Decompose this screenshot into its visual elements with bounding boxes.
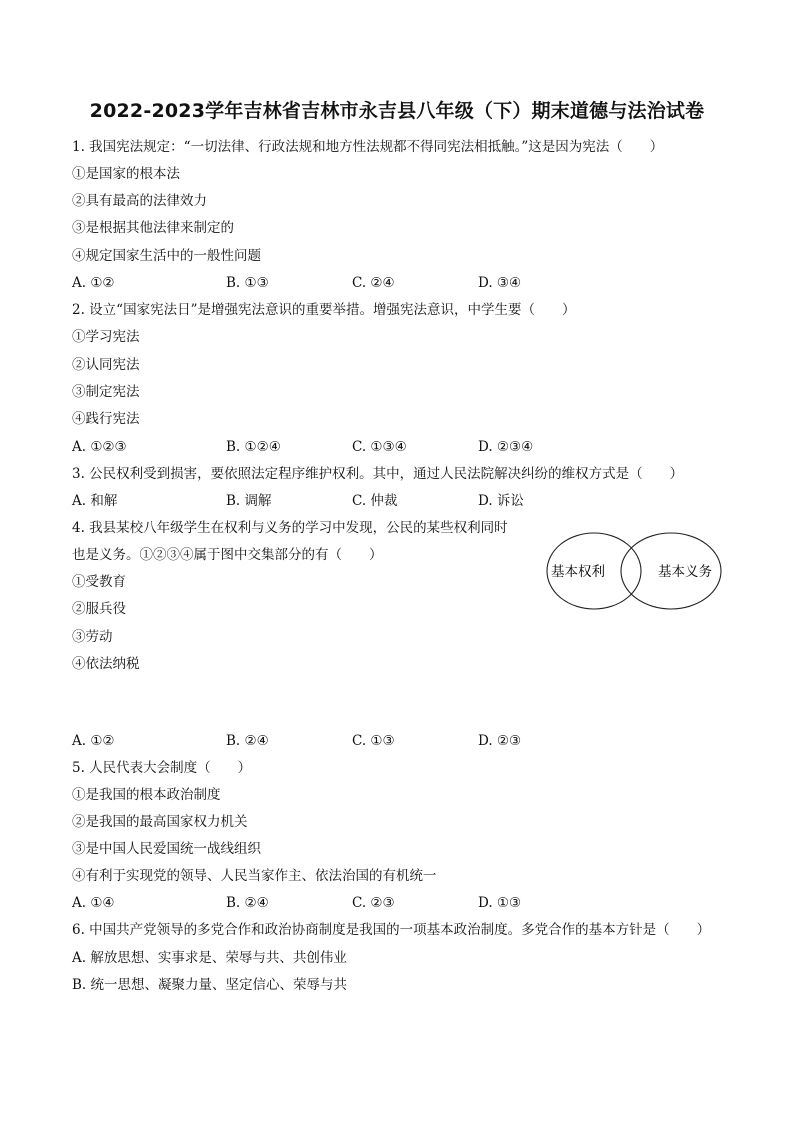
question-2-option-a: A. ①②③ <box>72 439 127 455</box>
question-1-option-c: C. ②④ <box>352 275 395 291</box>
question-2-item-4: ④践行宪法 <box>72 411 140 427</box>
question-2-item-1: ①学习宪法 <box>72 329 140 345</box>
question-4-item-3: ③劳动 <box>72 629 113 645</box>
question-1-item-3: ③是根据其他法律来制定的 <box>72 220 234 236</box>
question-2-option-c: C. ①③④ <box>352 439 407 455</box>
question-5-option-a: A. ①④ <box>72 895 115 911</box>
question-5-option-d: D. ①③ <box>478 895 522 911</box>
question-5-item-4: ④有利于实现党的领导、人民当家作主、依法治国的有机统一 <box>72 868 437 884</box>
question-5-item-3: ③是中国人民爱国统一战线组织 <box>72 841 261 857</box>
question-3-option-b: B. 调解 <box>226 493 272 509</box>
question-6-stem: 6. 中国共产党领导的多党合作和政治协商制度是我国的一项基本政治制度。多党合作的基本方针是（ ） <box>72 922 711 938</box>
question-5-stem: 5. 人民代表大会制度（ ） <box>72 760 252 776</box>
question-3-option-a: A. 和解 <box>72 493 118 509</box>
question-1-option-a: A. ①② <box>72 275 115 291</box>
venn-left-label: 基本权利 <box>551 564 605 580</box>
question-1-item-4: ④规定国家生活中的一般性问题 <box>72 248 261 264</box>
question-3-stem: 3. 公民权利受到损害，要依照法定程序维护权利。其中，通过人民法院解决纠纷的维权方式是（ ） <box>72 466 684 482</box>
venn-diagram <box>545 532 725 612</box>
question-4-item-2: ②服兵役 <box>72 601 126 617</box>
question-5-item-2: ②是我国的最高国家权力机关 <box>72 814 248 830</box>
question-6-option-a: A. 解放思想、实事求是、荣辱与共、共创伟业 <box>72 950 347 966</box>
page-title: 2022-2023学年吉林省吉林市永吉县八年级（下）期末道德与法治试卷 <box>89 100 705 122</box>
question-1-option-d: D. ③④ <box>478 275 522 291</box>
question-2-item-3: ③制定宪法 <box>72 384 140 400</box>
question-4-stem-line-1: 4. 我县某校八年级学生在权利与义务的学习中发现，公民的某些权利同时 <box>72 520 508 536</box>
question-4-option-c: C. ①③ <box>352 733 395 749</box>
question-1-item-1: ①是国家的根本法 <box>72 166 180 182</box>
question-3-option-c: C. 仲裁 <box>352 493 398 509</box>
question-4-item-4: ④依法纳税 <box>72 656 140 672</box>
question-5-item-1: ①是我国的根本政治制度 <box>72 787 221 803</box>
question-1-stem: 1. 我国宪法规定：“一切法律、行政法规和地方性法规都不得同宪法相抵触。”这是因为宪法（ ） <box>72 139 664 155</box>
question-1-item-2: ②具有最高的法律效力 <box>72 193 207 209</box>
question-2-item-2: ②认同宪法 <box>72 357 140 373</box>
question-4-option-d: D. ②③ <box>478 733 522 749</box>
question-4-option-b: B. ②④ <box>226 733 269 749</box>
question-4-option-a: A. ①② <box>72 733 115 749</box>
question-2-option-d: D. ②③④ <box>478 439 534 455</box>
question-1-option-b: B. ①③ <box>226 275 269 291</box>
question-4-item-1: ①受教育 <box>72 574 126 590</box>
question-4-stem-line-2: 也是义务。①②③④属于图中交集部分的有（ ） <box>72 547 383 563</box>
question-5-option-c: C. ②③ <box>352 895 395 911</box>
question-2-stem: 2. 设立“国家宪法日”是增强宪法意识的重要举措。增强宪法意识，中学生要（ ） <box>72 302 576 318</box>
question-6-option-b: B. 统一思想、凝聚力量、坚定信心、荣辱与共 <box>72 977 348 993</box>
venn-right-label: 基本义务 <box>658 564 712 580</box>
question-2-option-b: B. ①②④ <box>226 439 281 455</box>
question-5-option-b: B. ②④ <box>226 895 269 911</box>
question-3-option-d: D. 诉讼 <box>478 493 524 509</box>
